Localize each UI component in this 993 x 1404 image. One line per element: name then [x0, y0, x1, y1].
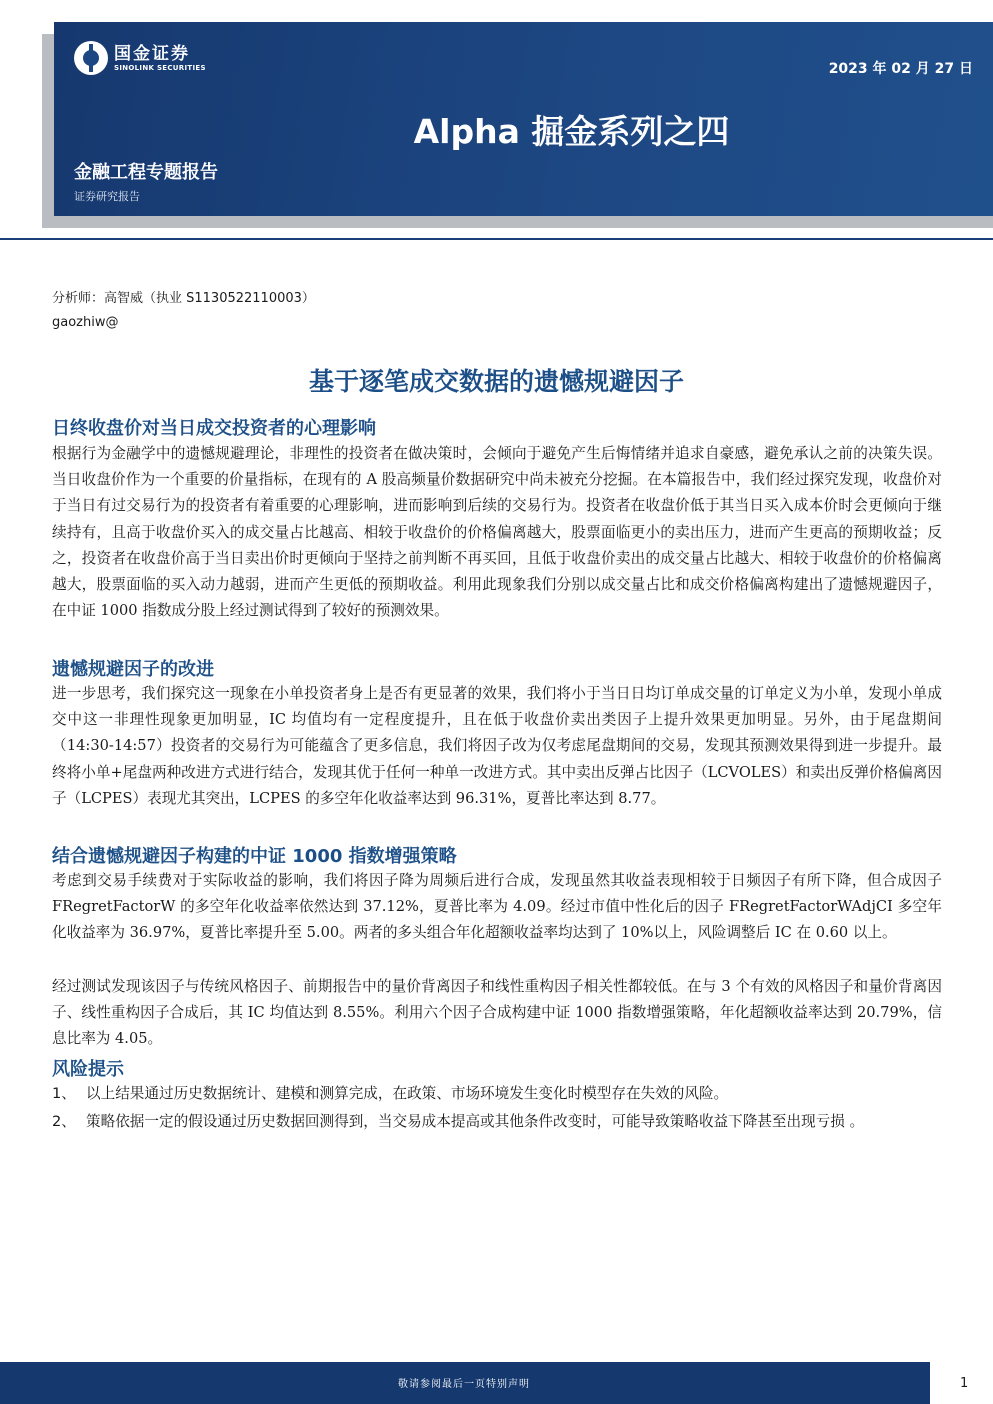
analyst-email[interactable]: gaozhiw@: [52, 315, 119, 330]
risk-text: 策略依据一定的假设通过历史数据回测得到，当交易成本提高或其他条件改变时，可能导致策略收益下降甚至出现亏损 。: [86, 1113, 865, 1130]
company-logo: [74, 41, 206, 75]
section-paragraph: 考虑到交易手续费对于实际收益的影响，我们将因子降为周频后进行合成，发现虽然其收益表现相较于日频因子有所下降，但合成因子 FRegretFactorW 的多空年化收益率依然达到 37.12%，夏普比率为 4.09。经过市值中性化后的因子 FRegretFactorWAdjCI 多空年化收益率为 36.97%，夏普比率提升至 5.00。两者的多头组合年化超额收益率均达到了 10%以上，风险调整后 IC 在 0.60 以上。: [52, 872, 942, 942]
report-date: 2023 年 02 月 27 日: [828, 61, 973, 77]
logo-mark-icon: [74, 41, 108, 75]
risk-text: 以上结果通过历史数据统计、建模和测算完成，在政策、市场环境发生变化时模型存在失效的风险。: [86, 1085, 729, 1102]
section-paragraph: 进一步思考，我们探究这一现象在小单投资者身上是否有更显著的效果，我们将小于当日日均订单成交量的订单定义为小单，发现小单成交中这一非理性现象更加明显，IC 均值均有一定程度提升，且在低于收盘价卖出类因子上提升效果更加明显。另外，由于尾盘期间（14:30-14:57）投资者的交易行为可能蕴含了更多信息，我们将因子改为仅考虑尾盘期间的交易，发现其预测效果得到进一步提升。最终将小单+尾盘两种改进方式进行结合，发现其优于任何一种单一改进方式。其中卖出反弹占比因子（LCVOLES）和卖出反弹价格偏离因子（LCPES）表现尤其突出，LCPES 的多空年化收益率达到 96.31%，夏普比率达到 8.77。: [52, 685, 942, 807]
logo-text: [114, 44, 206, 73]
page-number: 1: [960, 1376, 969, 1391]
logo-cn: 国金证券: [114, 43, 190, 64]
analyst-info: 分析师：高智威（执业 S1130522110003）: [52, 291, 315, 306]
risk-number: 1、: [52, 1085, 76, 1102]
logo-en: SINOLINK SECURITIES: [114, 63, 206, 72]
risk-item: [52, 1081, 942, 1107]
series-title: Alpha 掘金系列之四: [413, 112, 730, 151]
section-paragraph: 经过测试发现该因子与传统风格因子、前期报告中的量价背离因子和线性重构因子相关性都较低。在与 3 个有效的风格因子和量价背离因子、线性重构因子合成后，其 IC 均值达到 8.55%。利用六个因子合成构建中证 1000 指数增强策略，年化超额收益率达到 20.79%，信息比率为 4.05。: [52, 978, 942, 1048]
header-divider: [0, 238, 993, 240]
risk-number: 2、: [52, 1113, 76, 1130]
section-paragraph: 根据行为金融学中的遗憾规避理论，非理性的投资者在做决策时，会倾向于避免产生后悔情绪并追求自豪感，避免承认之前的决策失误。当日收盘价作为一个重要的价量指标，在现有的 A 股高频量价数据研究中尚未被充分挖掘。在本篇报告中，我们经过探究发现，收盘价对于当日有过交易行为的投资者有着重要的心理影响，进而影响到后续的交易行为。投资者在收盘价低于其当日买入成本价时会更倾向于继续持有，且高于收盘价买入的成交量占比越高、相较于收盘价的价格偏离越大，股票面临更小的卖出压力，进而产生更高的预期收益；反之，投资者在收盘价高于当日卖出价时更倾向于坚持之前判断不再买回，且低于收盘价卖出的成交量占比越大、相较于收盘价的价格偏离越大，股票面临的买入动力越弱，进而产生更低的预期收益。利用此现象我们分别以成交量占比和成交价格偏离构建出了遗憾规避因子，在中证 1000 指数成分股上经过测试得到了较好的预测效果。: [52, 445, 942, 620]
section-heading-improvement: 遗憾规避因子的改进: [52, 659, 214, 680]
section-heading-risk: 风险提示: [52, 1059, 124, 1080]
section-heading-psychology: 日终收盘价对当日成交投资者的心理影响: [52, 418, 376, 439]
report-title: 基于逐笔成交数据的遗憾规避因子: [308, 367, 684, 396]
section-heading-strategy: 结合遗憾规避因子构建的中证 1000 指数增强策略: [52, 846, 457, 867]
report-subtype: 证券研究报告: [74, 190, 140, 203]
risk-item: [52, 1109, 942, 1135]
report-type: 金融工程专题报告: [74, 162, 218, 183]
footer-disclaimer: 敬请参阅最后一页特别声明: [398, 1379, 530, 1390]
